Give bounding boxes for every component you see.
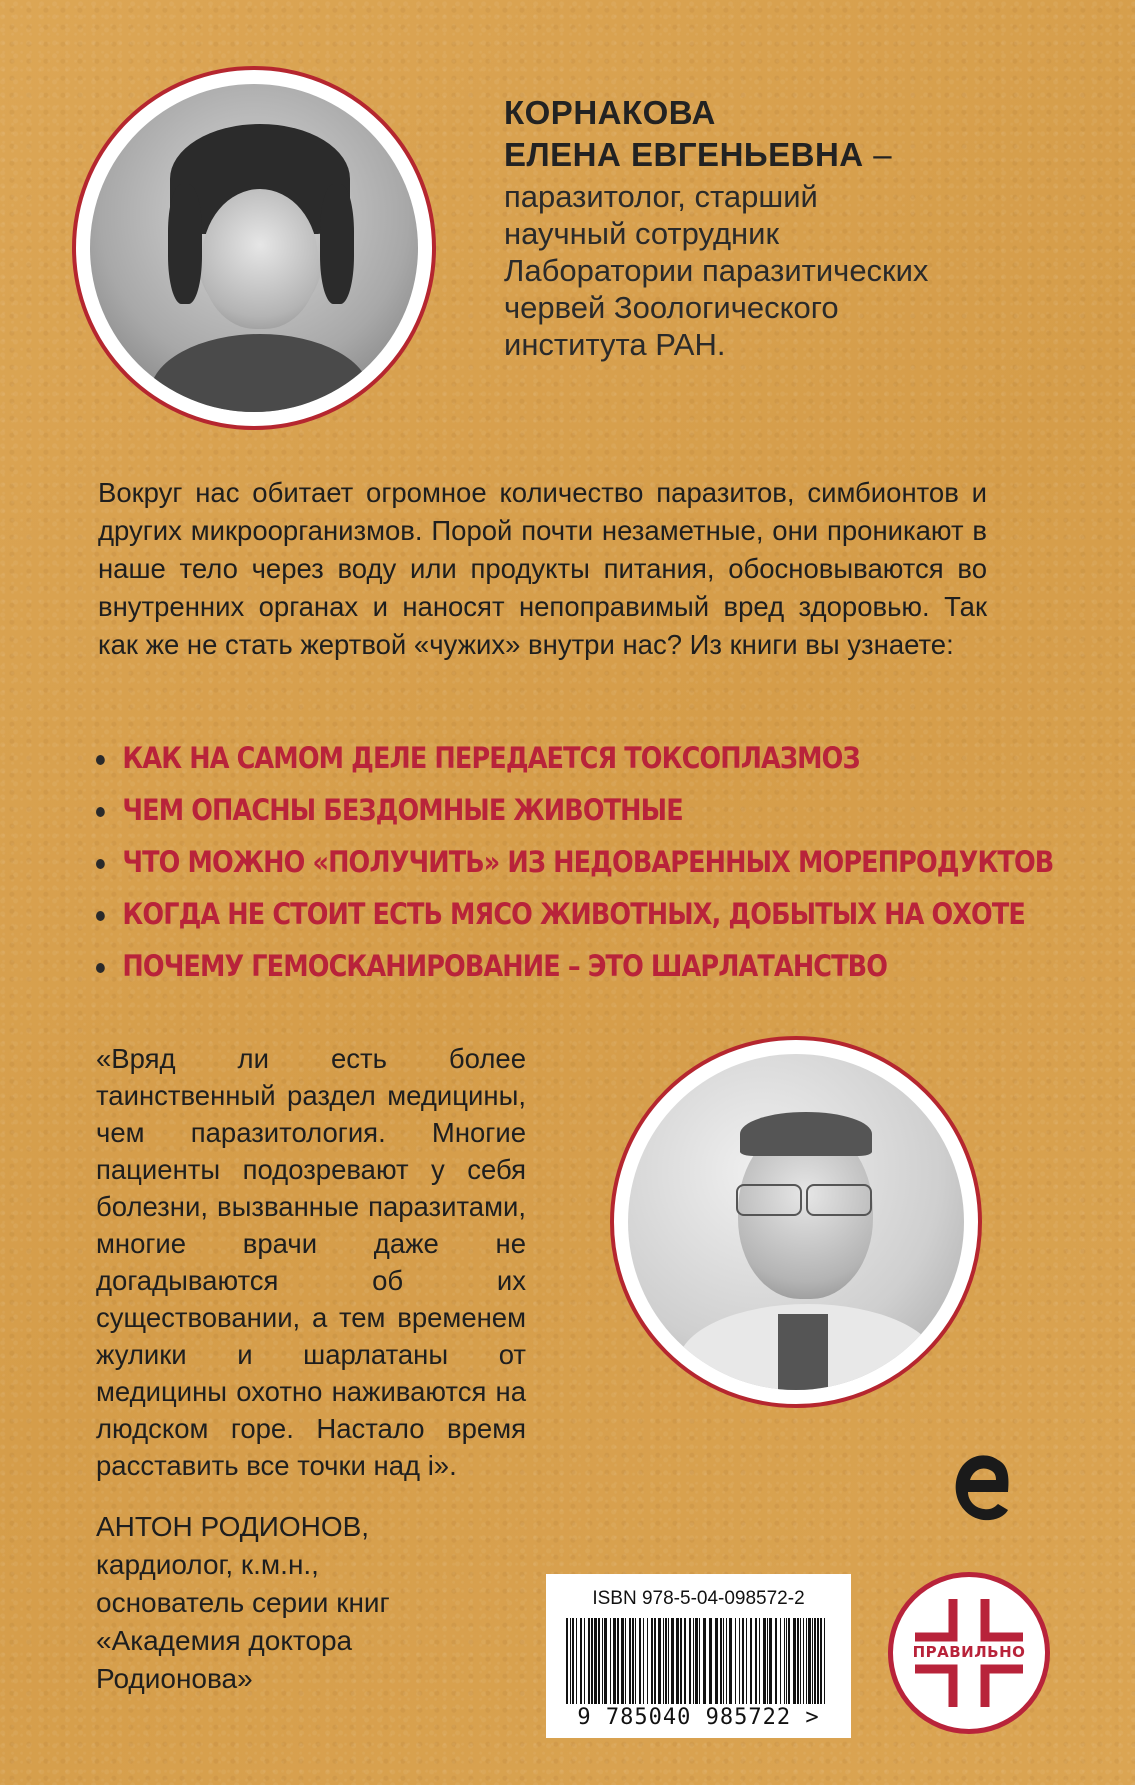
author-given-names-line	[504, 134, 1064, 176]
barcode	[546, 1574, 851, 1738]
barcode-bar	[797, 1618, 799, 1704]
barcode-bar	[695, 1618, 698, 1704]
bullet-dot-icon	[96, 859, 105, 869]
topic-text: КОГДА НЕ СТОИТ ЕСТЬ МЯСО ЖИВОТНЫХ, ДОБЫТЫХ НА ОХОТЕ	[122, 897, 1025, 931]
endorser-title: основатель серии книг	[96, 1587, 390, 1618]
barcode-bar	[625, 1618, 626, 1704]
barcode-bar	[739, 1618, 740, 1704]
barcode-bar	[668, 1618, 669, 1704]
barcode-bar	[584, 1618, 585, 1704]
bullet-dot-icon	[96, 807, 105, 817]
barcode-bar	[769, 1618, 772, 1704]
endorser-title: кардиолог, к.м.н.,	[96, 1549, 319, 1580]
endorser-photo	[628, 1054, 964, 1390]
barcode-bar	[824, 1618, 825, 1704]
barcode-bar	[784, 1618, 785, 1704]
barcode-bar	[647, 1618, 648, 1704]
barcode-bar	[800, 1618, 801, 1704]
barcode-bar	[671, 1618, 674, 1704]
endorser-name: АНТОН РОДИОНОВ,	[96, 1511, 370, 1542]
bullet-dot-icon	[96, 755, 105, 765]
barcode-bar	[594, 1618, 597, 1704]
topic-text: КАК НА САМОМ ДЕЛЕ ПЕРЕДАЕТСЯ ТОКСОПЛАЗМОЗ	[122, 741, 860, 775]
barcode-bar	[602, 1618, 603, 1704]
barcode-bar	[814, 1618, 816, 1704]
badge-label: ПРАВИЛЬНО	[912, 1643, 1026, 1661]
barcode-bar	[629, 1618, 631, 1704]
barcode-bar	[680, 1618, 682, 1704]
barcode-bar	[817, 1618, 819, 1704]
barcode-bar	[617, 1618, 619, 1704]
barcode-bar	[759, 1618, 760, 1704]
barcode-bar	[635, 1618, 636, 1704]
barcode-bar	[604, 1618, 607, 1704]
barcode-bar	[588, 1618, 590, 1704]
endorser-title: «Академия доктора	[96, 1625, 353, 1656]
author-bio-line: научный сотрудник	[504, 216, 780, 251]
barcode-bar	[703, 1618, 706, 1704]
barcode-bar	[723, 1618, 724, 1704]
barcode-bar	[654, 1618, 656, 1704]
barcode-bar	[665, 1618, 667, 1704]
barcode-bar	[755, 1618, 757, 1704]
barcode-bar	[651, 1618, 653, 1704]
endorser-signature	[96, 1508, 516, 1698]
barcode-bar	[729, 1618, 732, 1704]
barcode-bar	[658, 1618, 661, 1704]
barcode-bar	[663, 1618, 664, 1704]
eksmo-logo-icon	[946, 1446, 1016, 1536]
barcode-bar	[643, 1618, 644, 1704]
barcode-bar	[763, 1618, 766, 1704]
bullet-dot-icon	[96, 911, 105, 921]
barcode-bar	[775, 1618, 777, 1704]
barcode-bar	[699, 1618, 700, 1704]
barcode-bar	[806, 1618, 807, 1704]
barcode-bar	[812, 1618, 813, 1704]
barcode-bar	[689, 1618, 691, 1704]
barcode-bar	[676, 1618, 679, 1704]
barcode-bar	[767, 1618, 768, 1704]
author-bio-line: паразитолог, старший	[504, 179, 818, 214]
barcode-bar	[621, 1618, 624, 1704]
author-portrait	[72, 66, 436, 430]
barcode-bar	[808, 1618, 811, 1704]
barcode-bar	[576, 1618, 577, 1704]
barcode-bar	[598, 1618, 600, 1704]
barcode-bar	[610, 1618, 611, 1704]
barcode-bar	[803, 1618, 804, 1704]
barcode-bar	[793, 1618, 796, 1704]
author-bio-line: института РАН.	[504, 327, 726, 362]
pravilno-badge	[888, 1572, 1050, 1734]
author-bio-line: червей Зоологического	[504, 290, 839, 325]
barcode-bar	[684, 1618, 686, 1704]
topic-text: ЧТО МОЖНО «ПОЛУЧИТЬ» ИЗ НЕДОВАРЕННЫХ МОРЕПРОДУКТОВ	[122, 845, 1054, 879]
topic-item	[96, 946, 923, 998]
topics-list	[96, 738, 1054, 998]
topic-item	[96, 790, 923, 842]
barcode-bar	[780, 1618, 781, 1704]
author-name	[504, 92, 1064, 176]
endorser-title: Родионова»	[96, 1663, 253, 1694]
barcode-bar	[746, 1618, 747, 1704]
author-surname: КОРНАКОВА	[504, 94, 716, 131]
author-bio-line: Лаборатории паразитических	[504, 253, 929, 288]
author-bio	[504, 178, 1104, 363]
barcode-bar	[570, 1618, 571, 1704]
barcode-bar	[750, 1618, 752, 1704]
barcode-bar	[709, 1618, 712, 1704]
barcode-bar	[726, 1618, 727, 1704]
topic-item	[96, 842, 1054, 894]
barcode-bars-icon	[566, 1618, 831, 1704]
topic-text: ПОЧЕМУ ГЕМОСКАНИРОВАНИЕ – ЭТО ШАРЛАТАНСТВО	[122, 949, 888, 983]
endorser-portrait	[610, 1036, 982, 1408]
bullet-dot-icon	[96, 963, 105, 973]
barcode-bar	[566, 1618, 568, 1704]
barcode-bar	[735, 1618, 736, 1704]
topic-item	[96, 894, 1025, 946]
barcode-bar	[613, 1618, 616, 1704]
barcode-bar	[693, 1618, 694, 1704]
barcode-bar	[715, 1618, 718, 1704]
topic-item	[96, 738, 923, 790]
author-given-names: ЕЛЕНА ЕВГЕНЬЕВНА	[504, 136, 864, 173]
barcode-bar	[786, 1618, 787, 1704]
barcode-bar	[591, 1618, 593, 1704]
barcode-bar	[788, 1618, 790, 1704]
ean-digits: 9 785040 985722 >	[577, 1705, 820, 1730]
endorsement-quote: «Вряд ли есть более таинственный раздел медицины, чем паразитология. Многие пациенты подозревают у себя болезни, вызванные паразитами, многие врачи даже не догадываются об их существовании, а тем временем жулики и шарлатаны от медицины охотно наживаются на людском горе. Настало время расставить все точки над i».	[96, 1043, 526, 1481]
barcode-bar	[572, 1618, 574, 1704]
barcode-bar	[742, 1618, 744, 1704]
author-dash: –	[863, 136, 893, 173]
topic-text: ЧЕМ ОПАСНЫ БЕЗДОМНЫЕ ЖИВОТНЫЕ	[122, 793, 683, 827]
barcode-bar	[720, 1618, 722, 1704]
author-photo	[90, 84, 418, 412]
barcode-bar	[820, 1618, 822, 1704]
isbn-number: ISBN 978-5-04-098572-2	[592, 1588, 805, 1609]
barcode-bar	[632, 1618, 634, 1704]
barcode-bar	[580, 1618, 582, 1704]
barcode-bar	[639, 1618, 641, 1704]
book-description: Вокруг нас обитает огромное количество паразитов, симбионтов и других микроорганизмов. Порой почти незаметные, они проникают в наше тело через воду или продукты питания, обосновываются во внутренних органах и наносят непоправимый вред здоровью. Так как же не стать жертвой «чужих» внутри нас? Из книги вы узнаете:	[98, 477, 987, 660]
